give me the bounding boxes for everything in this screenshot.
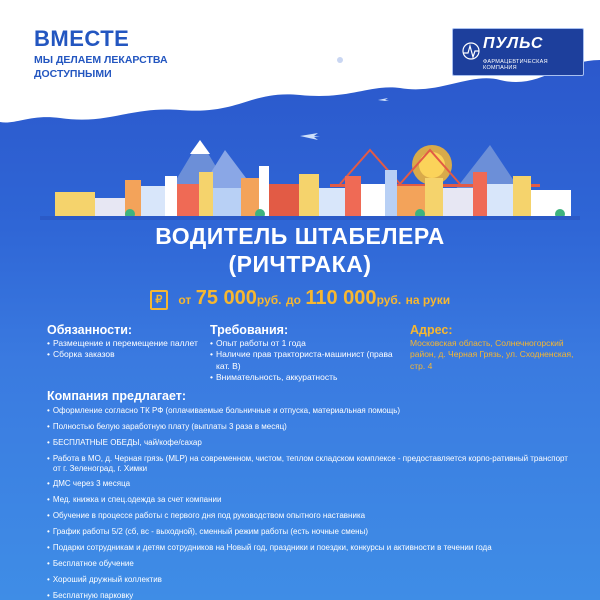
requirements-item: • Наличие прав тракториста-машинист (права кат. В) (210, 349, 395, 372)
pulse-logo-icon (461, 37, 481, 65)
offer-item: • Работа в МО, д. Черная грязь (MLP) на современном, чистом, теплом складском комплексе - предоставляется корпо-ративный транспорт от г. Зеленоград, г. Химки (47, 454, 572, 474)
salary-line (0, 287, 600, 310)
offer-item: • Подарки сотрудникам и детям сотрудников на Новый год, праздники и поездки, конкурсы и активности в течении года (47, 543, 572, 553)
requirements-item: • Опыт работы от 1 года (210, 338, 395, 350)
address-heading: Адрес: (410, 323, 453, 337)
company-offers-heading: Компания предлагает: (47, 389, 187, 403)
slogan-subtitle: МЫ ДЕЛАЕМ ЛЕКАРСТВА ДОСТУПНЫМИ (34, 54, 168, 80)
offer-item: • Бесплатную парковку (47, 591, 572, 600)
duties-item: • Сборка заказов (47, 349, 207, 361)
duties-list (47, 338, 207, 361)
job-title (0, 222, 600, 278)
offer-item: • Бесплатное обучение (47, 559, 572, 569)
logo-name: ПУЛЬС (483, 35, 544, 52)
salary-from-unit: руб. (256, 293, 282, 307)
duties-heading: Обязанности: (47, 323, 133, 337)
offer-item: • Обучение в процессе работы с первого дня под руководством опытного наставника (47, 511, 572, 521)
company-offers-section (47, 389, 572, 600)
duties-item: • Размещение и перемещение паллет (47, 338, 207, 350)
offer-item: • Полностью белую заработную плату (выплаты 3 раза в месяц) (47, 422, 572, 432)
salary-to-amount: 110 000 (305, 287, 377, 309)
salary-to-unit: руб. (376, 293, 402, 307)
offer-item: • ДМС через 3 месяца (47, 479, 572, 489)
salary-from-prefix: от (178, 293, 192, 307)
offer-item: • БЕСПЛАТНЫЕ ОБЕДЫ, чай/кофе/сахар (47, 438, 572, 448)
salary-suffix: на руки (405, 293, 451, 307)
offer-item: • Оформление согласно ТК РФ (оплачиваемые больничные и отпуска, материальная помощь) (47, 406, 572, 416)
duties-section (47, 325, 207, 361)
salary-from-amount: 75 000 (195, 287, 257, 309)
requirements-section (210, 325, 395, 384)
requirements-heading: Требования: (210, 323, 289, 337)
salary-to-prefix: до (285, 293, 301, 307)
requirements-list (210, 338, 395, 384)
ruble-icon: ₽ (150, 290, 168, 310)
job-title-line1: ВОДИТЕЛЬ ШТАБЕЛЕРА (155, 223, 445, 249)
address-section (410, 325, 580, 372)
company-logo (452, 28, 584, 76)
offer-item: • Хороший дружный коллектив (47, 575, 572, 585)
requirements-item: • Внимательность, аккуратность (210, 372, 395, 384)
city-illustration (0, 80, 600, 220)
offer-item: • График работы 5/2 (сб, вс - выходной), сменный режим работы (есть ночные смены) (47, 527, 572, 537)
slogan-title: ВМЕСТЕ (34, 26, 130, 51)
logo-tagline: ФАРМАЦЕВТИЧЕСКАЯ КОМПАНИЯ (483, 59, 548, 71)
job-title-line2: (РИЧТРАКА) (228, 251, 372, 277)
offer-item: • Мед. книжка и спец.одежда за счет компании (47, 495, 572, 505)
company-offers-list (47, 406, 572, 600)
address-text: Московская область, Солнечногорский район, д. Черная Грязь, ул. Сходненская, стр. 4 (410, 337, 574, 371)
